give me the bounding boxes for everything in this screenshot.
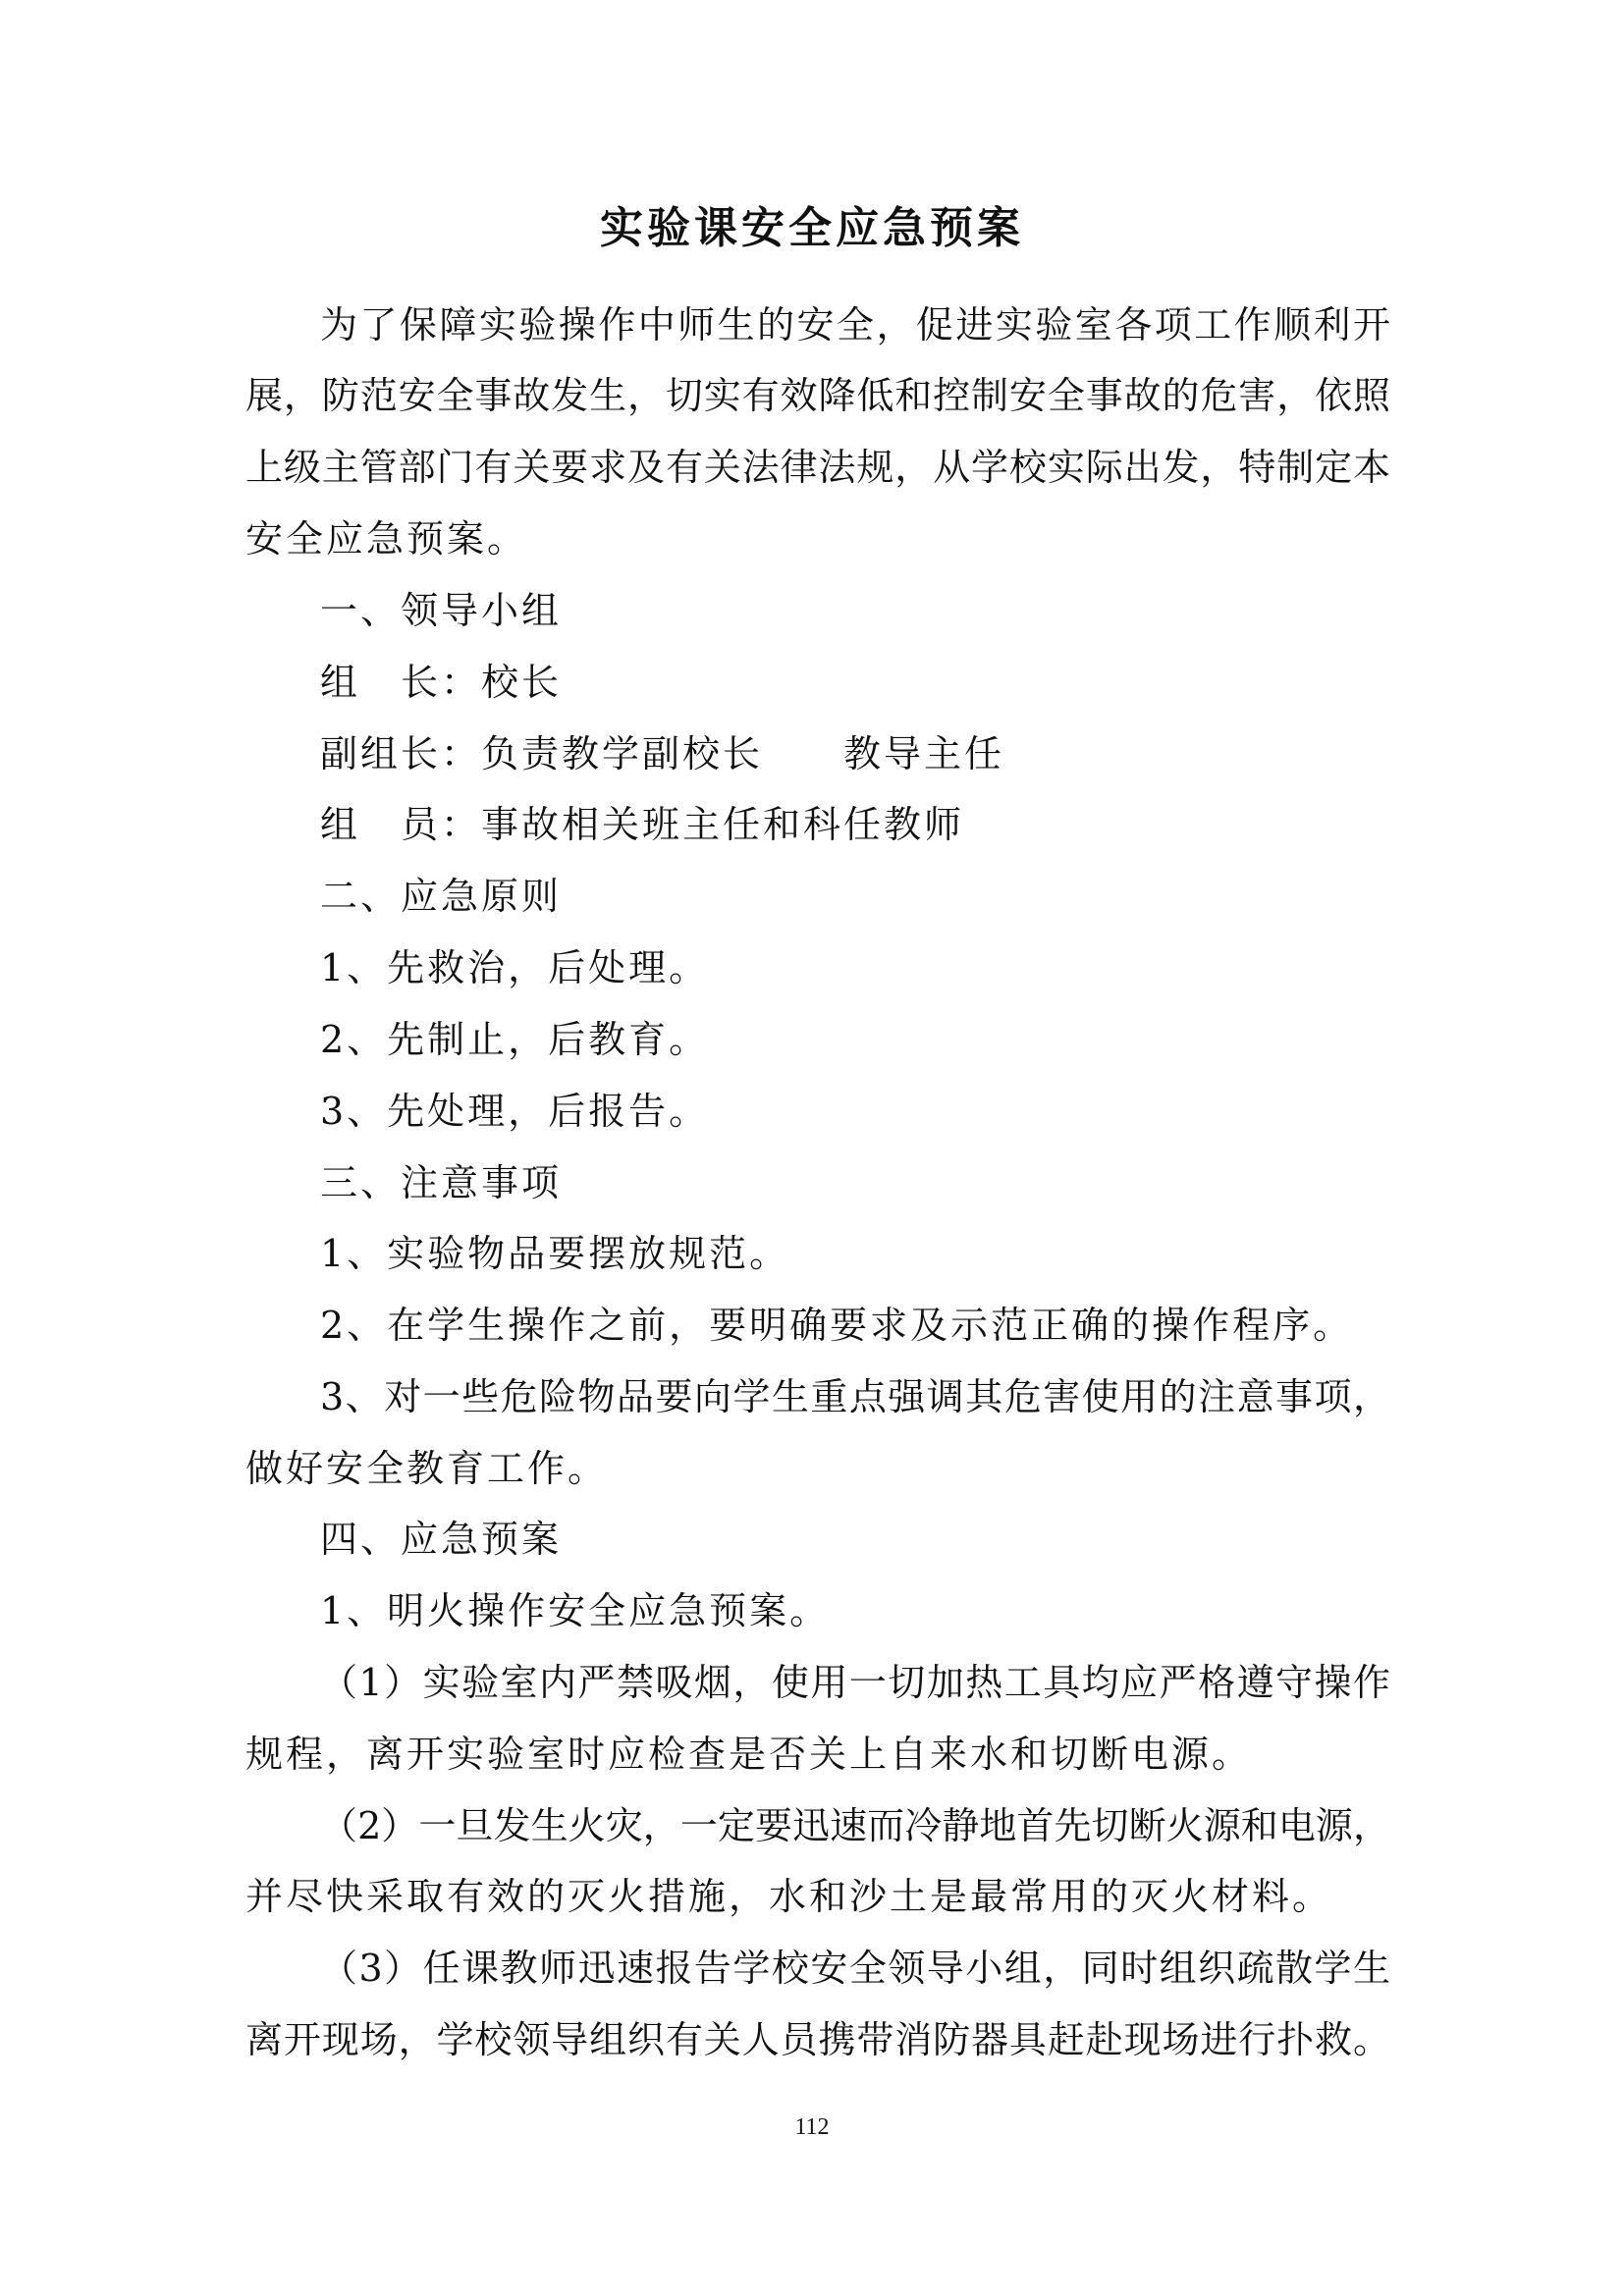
paragraph-line: 并尽快采取有效的灭火措施，水和沙土是最常用的灭火材料。: [245, 1875, 1333, 1918]
list-item: 3、先处理，后报告。: [320, 1090, 710, 1133]
paragraph-line: 规程，离开实验室时应检查是否关上自来水和切断电源。: [245, 1733, 1253, 1776]
paragraph-line: 为了保障实验操作中师生的安全，促进实验室各项工作顺利开: [320, 303, 1390, 347]
list-item: 组 员：事故相关班主任和科任教师: [320, 803, 965, 846]
list-item: 3、对一些危险物品要向学生重点强调其危害使用的注意事项，: [320, 1375, 1390, 1418]
section-heading: 一、领导小组: [320, 589, 563, 632]
list-item: 副组长：负责教学副校长 教导主任: [320, 732, 1005, 775]
list-item: 1、实验物品要摆放规范。: [320, 1232, 790, 1275]
paragraph-line: 离开现场，学校领导组织有关人员携带消防器具赶赴现场进行扑救。: [245, 2018, 1390, 2061]
section-heading: 四、应急预案: [320, 1518, 563, 1561]
section-heading: 二、应急原则: [320, 875, 563, 918]
list-item: 组 长：校长: [320, 661, 563, 704]
paragraph-line: 展，防范安全事故发生，切实有效降低和控制安全事故的危害，依照: [245, 374, 1390, 417]
paragraph-line: （3）任课教师迅速报告学校安全领导小组，同时组织疏散学生: [320, 1947, 1390, 1990]
paragraph-line: 上级主管部门有关要求及有关法律法规，从学校实际出发，特制定本: [245, 446, 1390, 489]
paragraph-line: 安全应急预案。: [245, 517, 528, 561]
list-item: 1、先救治，后处理。: [320, 946, 710, 989]
list-item: 2、在学生操作之前，要明确要求及示范正确的操作程序。: [320, 1304, 1354, 1347]
paragraph-line: （1）实验室内严禁吸烟，使用一切加热工具均应严格遵守操作: [320, 1661, 1390, 1704]
page-title: 实验课安全应急预案: [600, 203, 1024, 253]
paragraph-line: 做好安全教育工作。: [245, 1447, 609, 1490]
list-item: 2、先制止，后教育。: [320, 1018, 710, 1061]
section-heading: 三、注意事项: [320, 1161, 563, 1204]
paragraph-line: （2）一旦发生火灾，一定要迅速而冷静地首先切断火源和电源，: [320, 1804, 1390, 1847]
page-number: 112: [794, 2114, 830, 2140]
subsection-heading: 1、明火操作安全应急预案。: [320, 1589, 831, 1632]
